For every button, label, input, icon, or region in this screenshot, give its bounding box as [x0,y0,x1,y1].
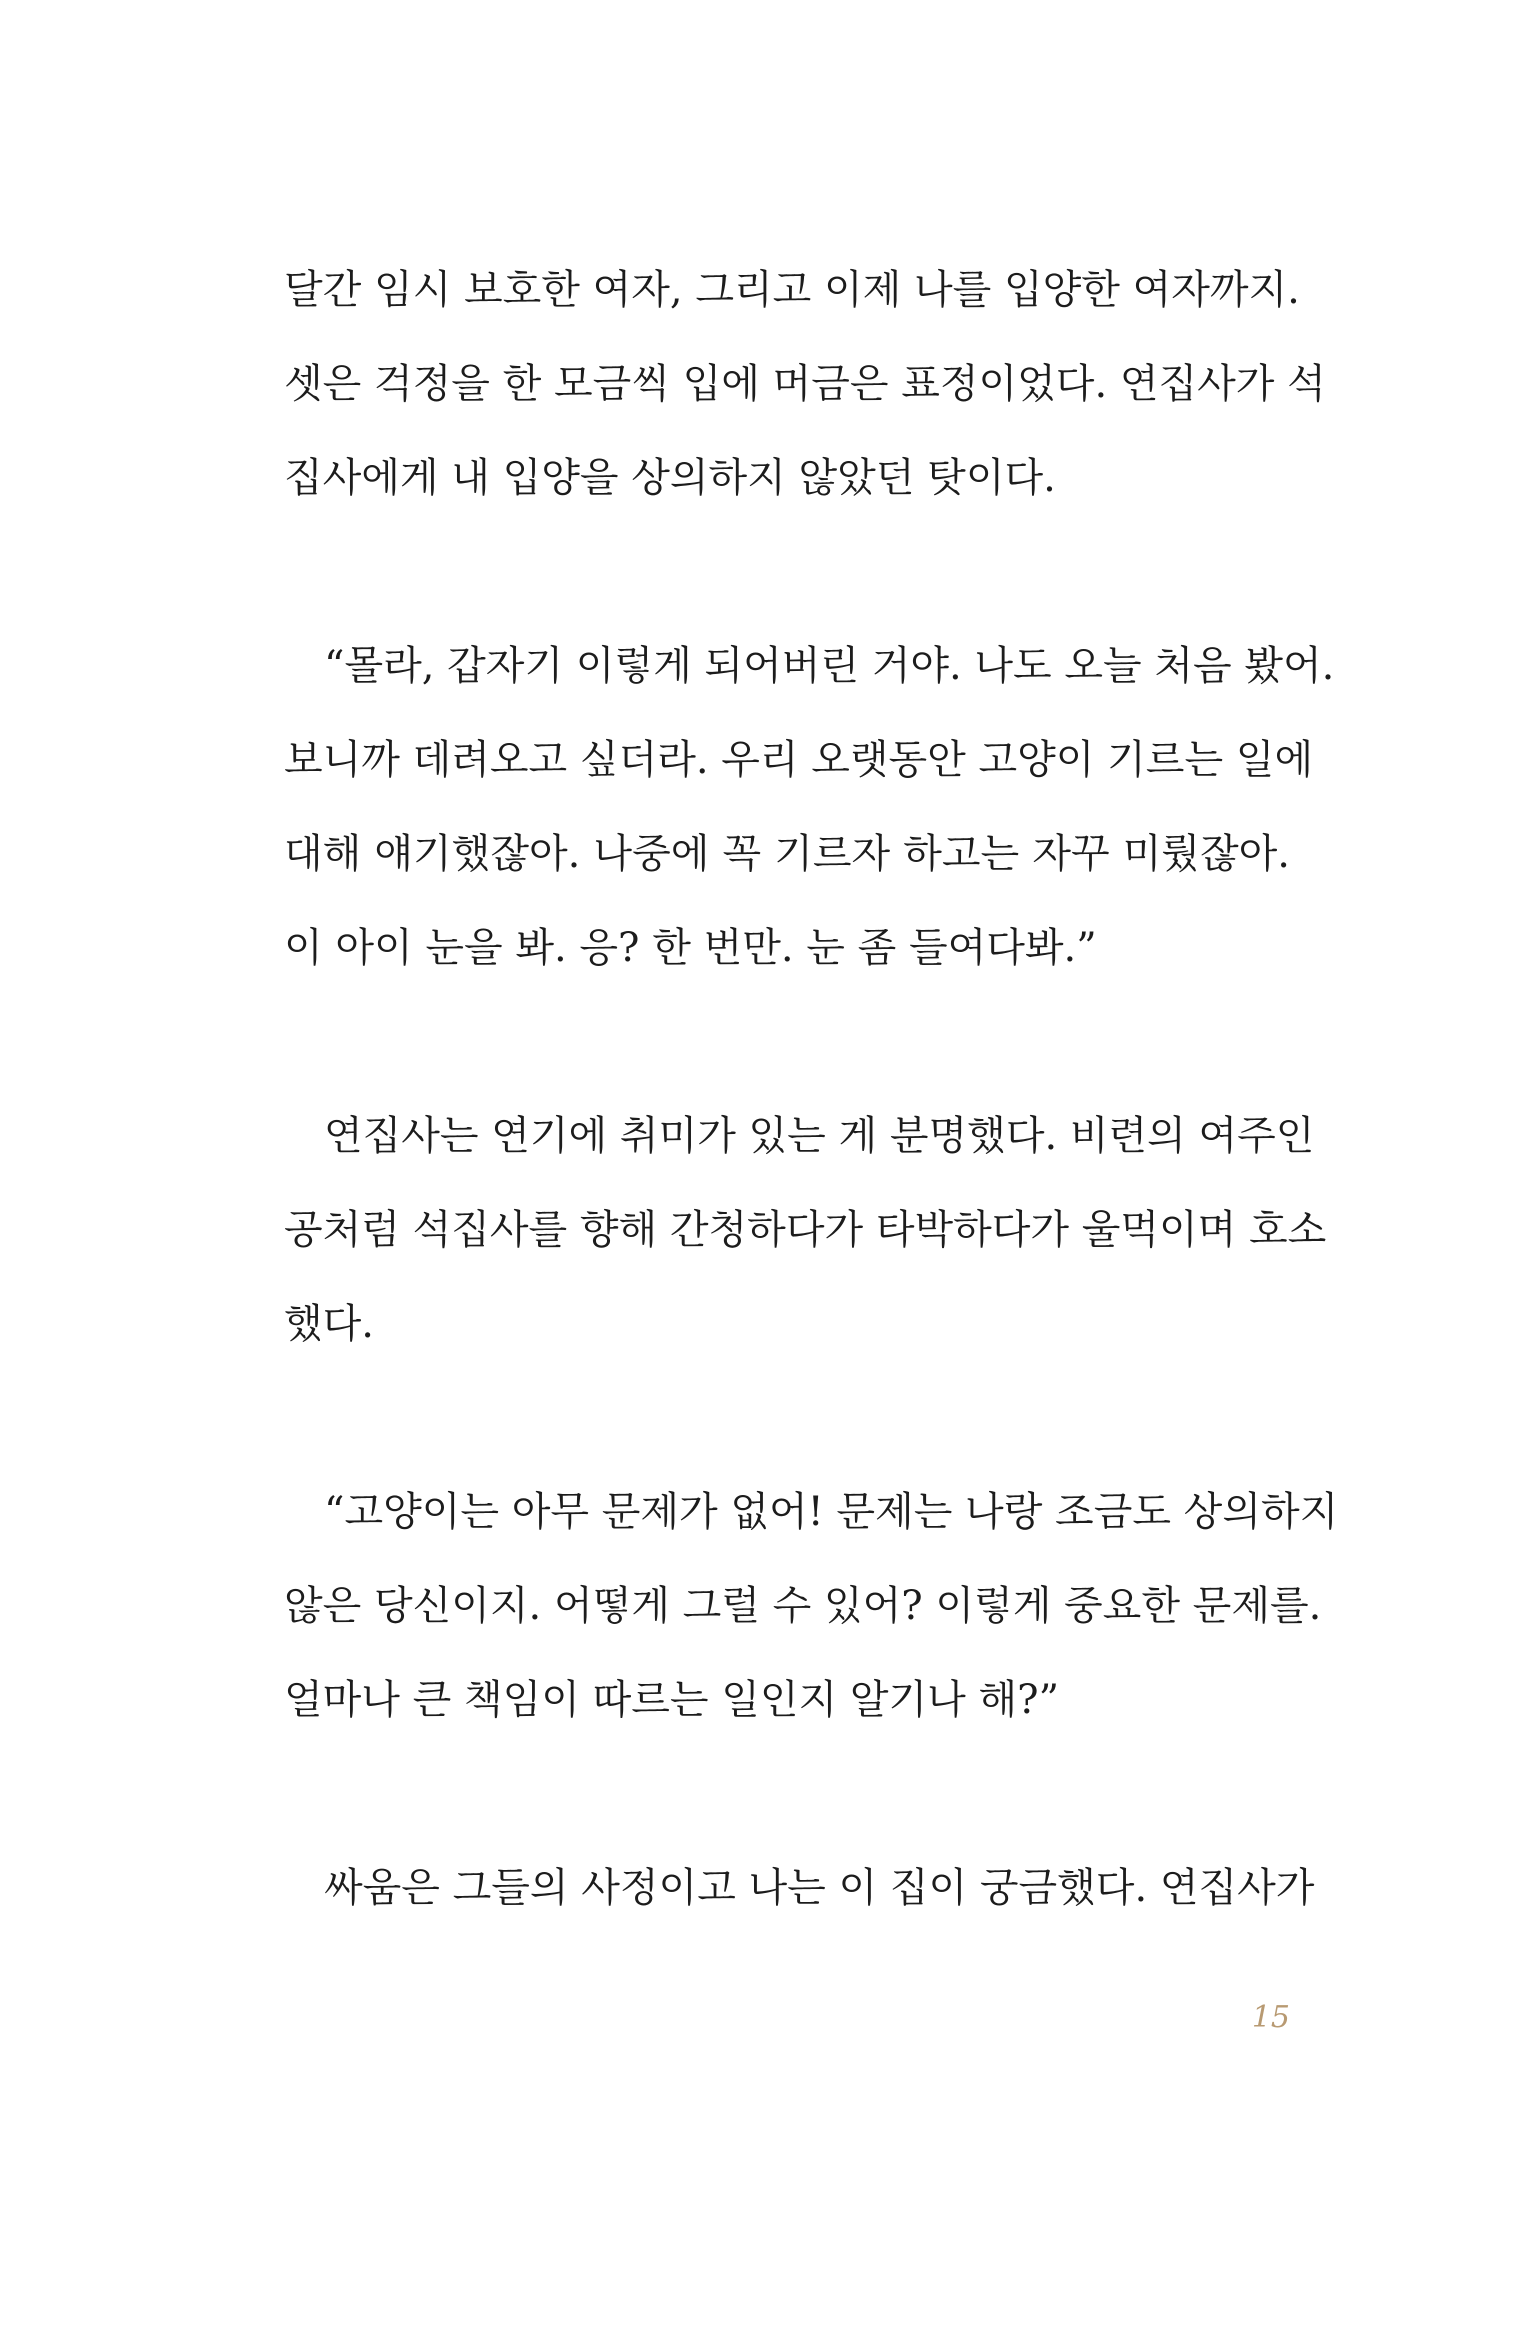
paragraph-gap [284,1371,1290,1465]
paragraph-4-line-2: 않은 당신이지. 어떻게 그럴 수 있어? 이렇게 중요한 문제를. [284,1583,1322,1629]
paragraph-1-line-1: 달간 임시 보호한 여자, 그리고 이제 나를 입양한 여자까지. [284,267,1300,313]
paragraph-4-line-3: 얼마나 큰 책임이 따르는 일인지 알기나 해?” [284,1677,1060,1723]
paragraph-2-line-1: “몰라, 갑자기 이렇게 되어버린 거야. 나도 오늘 처음 봤어. [324,643,1335,689]
paragraph-3-line-3: 했다. [284,1301,374,1347]
page-number: 15 [1251,2000,1290,2035]
paragraph-2-line-2: 보니까 데려오고 싶더라. 우리 오랫동안 고양이 기르는 일에 [284,737,1314,783]
paragraph-3-line-1: 연집사는 연기에 취미가 있는 게 분명했다. 비련의 여주인 [324,1113,1315,1159]
paragraph-gap [284,525,1290,619]
paragraph-5-line-1: 싸움은 그들의 사정이고 나는 이 집이 궁금했다. 연집사가 [324,1865,1315,1911]
paragraph-4-line-1: “고양이는 아무 문제가 없어! 문제는 나랑 조금도 상의하지 [324,1489,1339,1535]
paragraph-1-line-2: 셋은 걱정을 한 모금씩 입에 머금은 표정이었다. 연집사가 석 [284,361,1326,407]
body-text [284,243,1339,1935]
paragraph-3-line-2: 공처럼 석집사를 향해 간청하다가 타박하다가 울먹이며 호소 [284,1207,1327,1253]
paragraph-1-line-3: 집사에게 내 입양을 상의하지 않았던 탓이다. [284,455,1056,501]
paragraph-2-line-3: 대해 얘기했잖아. 나중에 꼭 기르자 하고는 자꾸 미뤘잖아. [284,831,1290,877]
paragraph-2-line-4: 이 아이 눈을 봐. 응? 한 번만. 눈 좀 들여다봐.” [284,925,1097,971]
paragraph-gap [284,1747,1290,1841]
paragraph-gap [284,995,1290,1089]
